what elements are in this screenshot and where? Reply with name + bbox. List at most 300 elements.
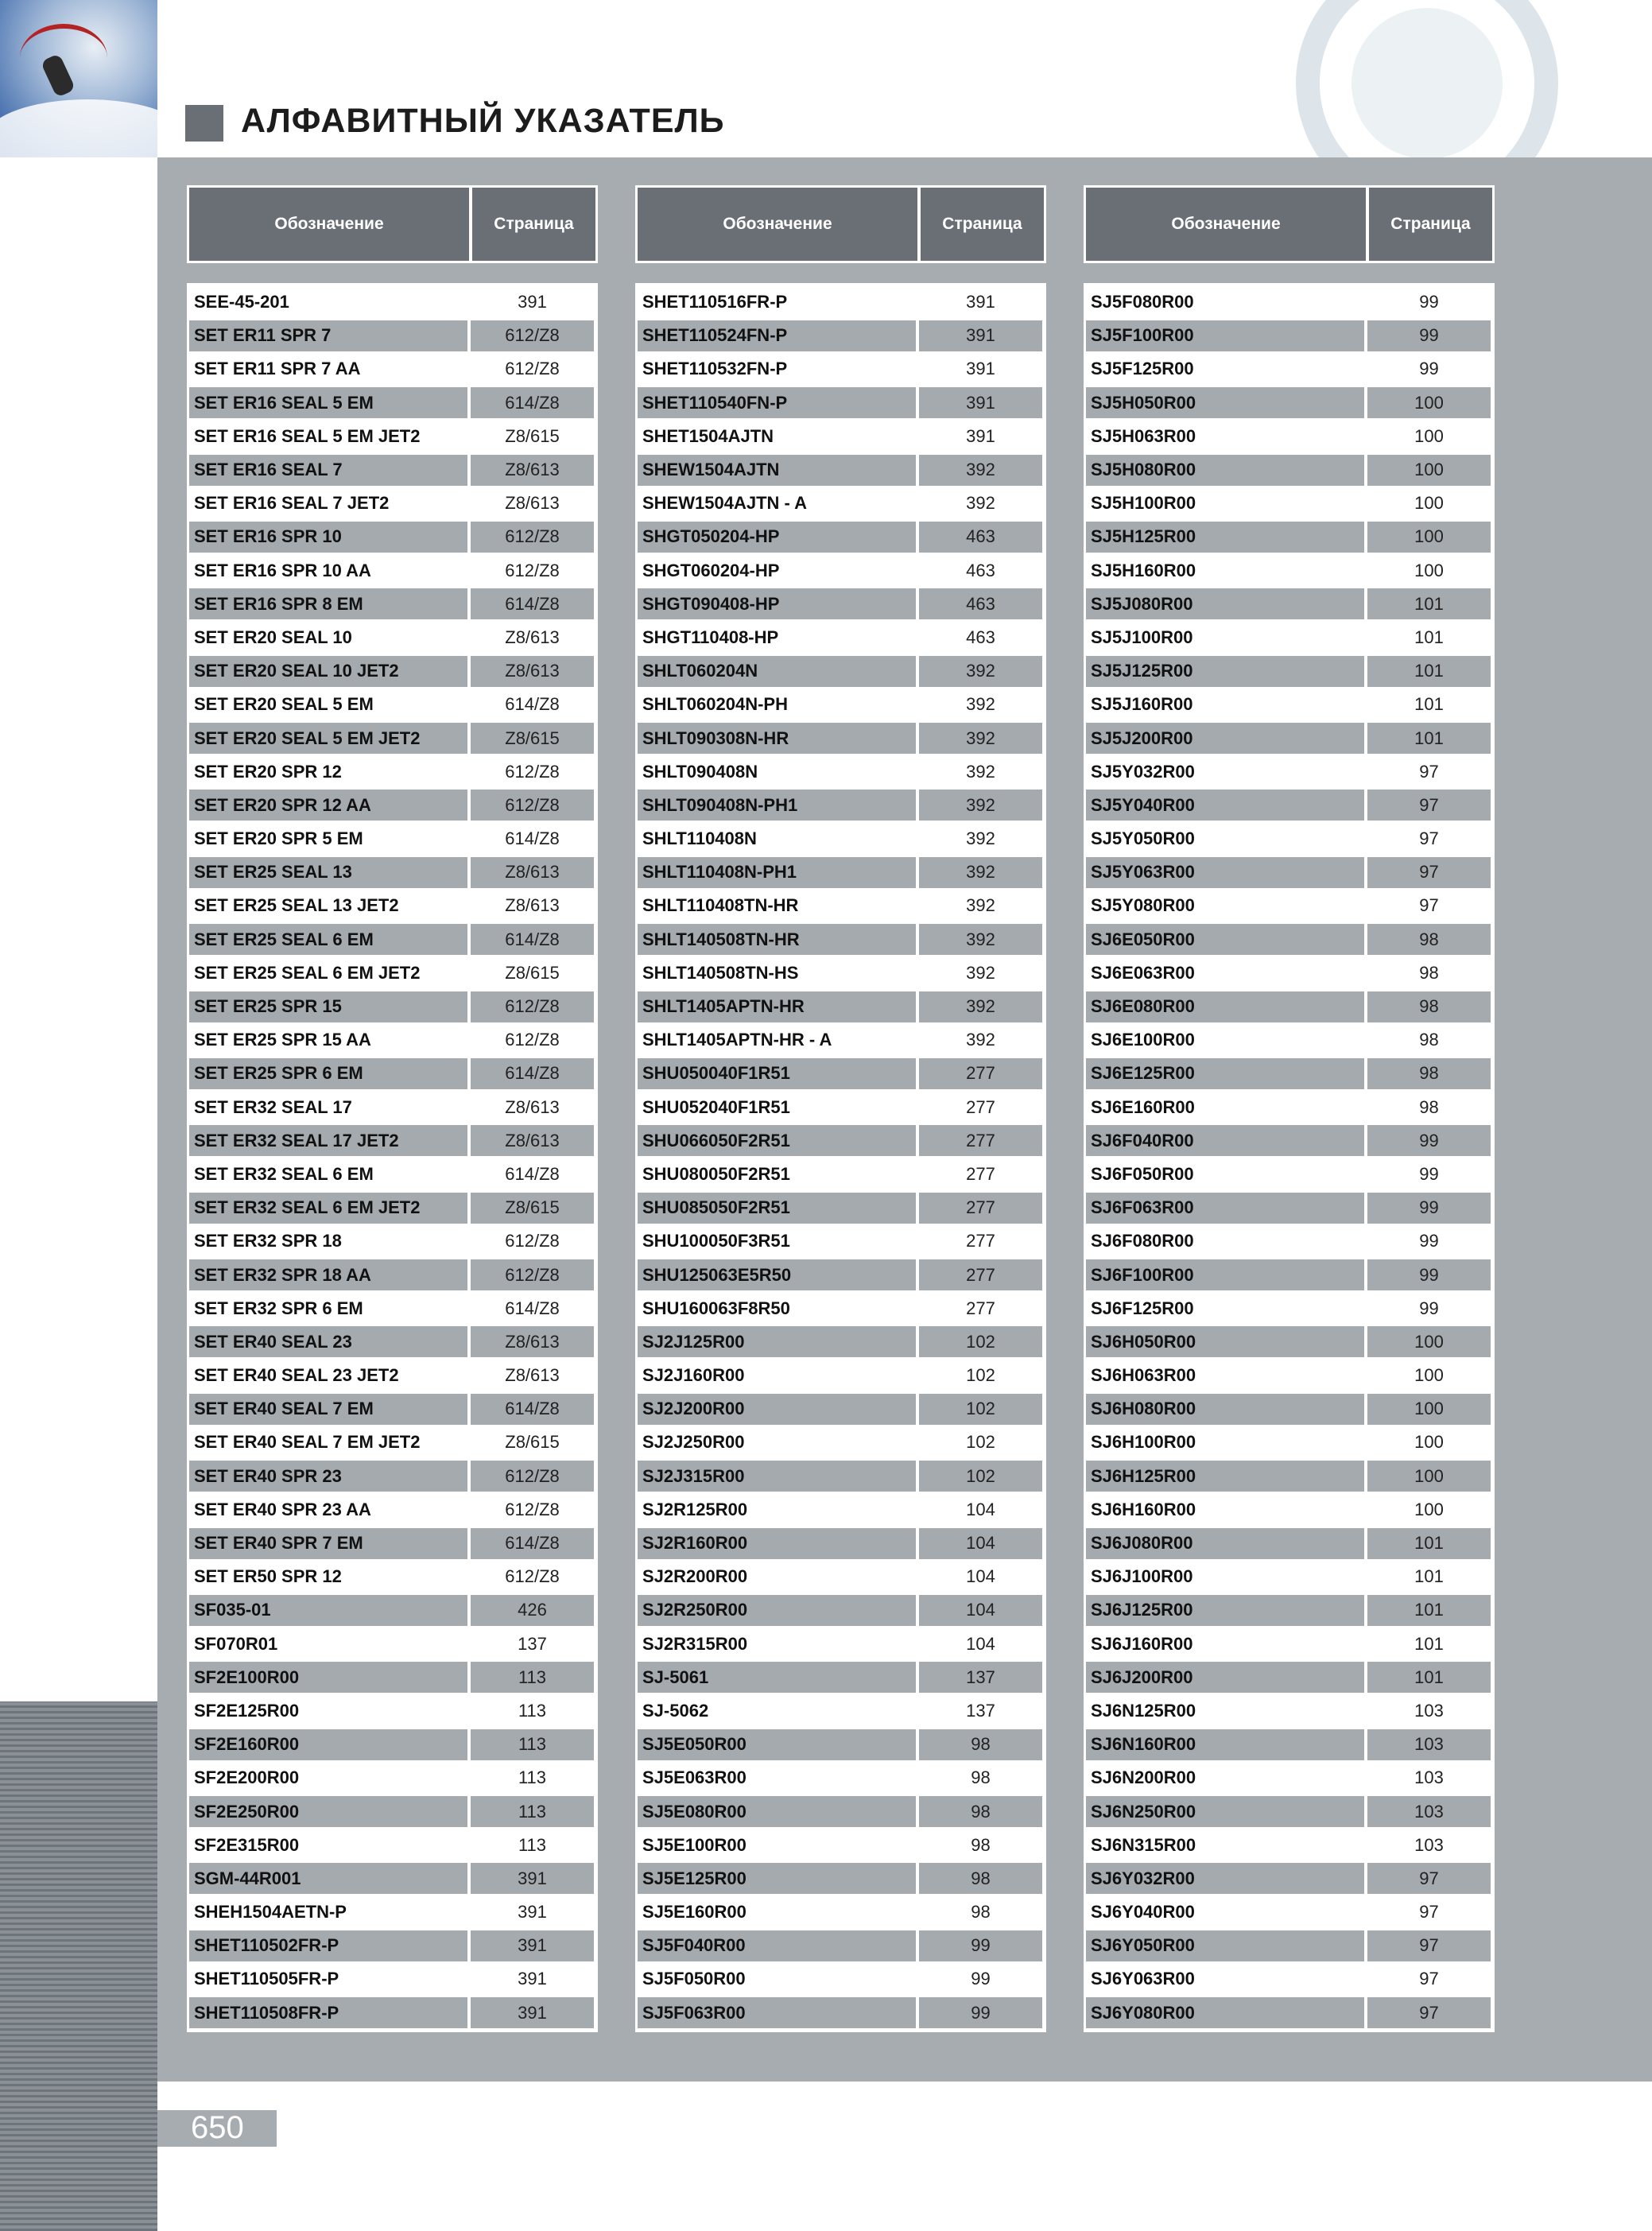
designation-cell: SJ5E063R00 <box>642 1767 747 1788</box>
page-number-box <box>175 2110 277 2147</box>
table-row <box>1084 1929 1495 1962</box>
page-cell: 104 <box>966 1566 995 1587</box>
table-row <box>635 420 1046 453</box>
designation-cell: SET ER50 SPR 12 <box>194 1566 342 1587</box>
table-row <box>187 822 598 856</box>
designation-cell: SJ5Y050R00 <box>1091 828 1195 849</box>
designation-cell: SJ6E050R00 <box>1086 924 1364 955</box>
designation-cell: SJ6E125R00 <box>1086 1058 1364 1089</box>
designation-cell: SHET110508FR-P <box>189 1997 467 2028</box>
designation-cell: SHLT110408N <box>642 828 757 849</box>
table-row <box>187 923 598 956</box>
table-row <box>1084 1527 1495 1560</box>
page-cell: 614/Z8 <box>471 1058 594 1089</box>
page-cell: 612/Z8 <box>471 1259 594 1290</box>
designation-cell: SET ER20 SEAL 10 <box>194 627 352 647</box>
page-cell: 277 <box>966 1096 995 1117</box>
designation-cell: SJ5H080R00 <box>1086 455 1364 486</box>
designation-cell: SJ6Y063R00 <box>1091 1969 1195 1989</box>
table-row <box>635 721 1046 755</box>
designation-cell: SJ2R250R00 <box>638 1595 916 1626</box>
page-cell: 392 <box>966 828 995 849</box>
designation-cell: SET ER16 SPR 8 EM <box>189 588 467 619</box>
table-row <box>635 1761 1046 1794</box>
designation-cell: SJ6H100R00 <box>1091 1432 1196 1453</box>
column-body <box>635 283 1046 2032</box>
designation-cell: SJ6F063R00 <box>1086 1193 1364 1224</box>
designation-cell: SJ2J250R00 <box>642 1432 745 1453</box>
designation-cell: SJ6Y032R00 <box>1086 1863 1364 1894</box>
table-row <box>187 420 598 453</box>
page-cell: 100 <box>1367 387 1491 418</box>
table-row <box>187 487 598 520</box>
table-row <box>635 1661 1046 1694</box>
table-row <box>635 789 1046 822</box>
page-cell: 98 <box>1419 1030 1439 1050</box>
page-cell: 277 <box>919 1193 1042 1224</box>
table-row <box>1084 654 1495 688</box>
table-row <box>187 1929 598 1962</box>
designation-cell: SHU085050F2R51 <box>638 1193 916 1224</box>
page-cell: 98 <box>971 1767 991 1788</box>
designation-cell: SHU052040F1R51 <box>642 1096 790 1117</box>
table-row <box>635 621 1046 654</box>
page-cell: 103 <box>1367 1796 1491 1827</box>
column-header <box>1084 185 1495 263</box>
table-row <box>1084 1258 1495 1291</box>
page-cell: 391 <box>518 1902 547 1923</box>
page-cell: Z8/615 <box>505 425 560 446</box>
table-row <box>1084 1661 1495 1694</box>
kitesurfer-photo <box>0 0 157 157</box>
table-row <box>635 285 1046 319</box>
page-cell: Z8/613 <box>505 895 560 916</box>
page-cell: 101 <box>1367 588 1491 619</box>
designation-cell: SJ5J100R00 <box>1091 627 1193 647</box>
page-cell: 463 <box>919 522 1042 553</box>
table-row <box>635 1962 1046 1996</box>
page-cell: 113 <box>471 1796 594 1827</box>
page-cell: 391 <box>518 292 547 312</box>
page-cell: 463 <box>919 588 1042 619</box>
table-row <box>187 1292 598 1325</box>
table-row <box>1084 822 1495 856</box>
table-row <box>1084 1224 1495 1258</box>
page-cell: 614/Z8 <box>471 924 594 955</box>
table-row <box>1084 789 1495 822</box>
page-cell: 99 <box>1419 1231 1439 1251</box>
designation-cell: SHEW1504AJTN <box>638 455 916 486</box>
table-row <box>1084 1493 1495 1527</box>
page-cell: 100 <box>1367 522 1491 553</box>
page-title: АЛФАВИТНЫЙ УКАЗАТЕЛЬ <box>241 102 725 140</box>
table-row <box>187 1628 598 1661</box>
column-header <box>187 185 598 263</box>
table-row <box>635 1426 1046 1459</box>
designation-cell: SJ2R125R00 <box>642 1499 748 1519</box>
designation-cell: SET ER40 SEAL 7 EM <box>189 1394 467 1425</box>
designation-cell: SF2E315R00 <box>194 1834 300 1855</box>
left-pattern-strip <box>0 1701 157 2231</box>
page-cell: 98 <box>1419 962 1439 983</box>
designation-cell: SJ5Y080R00 <box>1091 895 1195 916</box>
index-panel-right <box>1560 157 1652 2082</box>
designation-cell: SJ6F125R00 <box>1091 1298 1194 1318</box>
designation-cell: SHGT050204-HP <box>638 522 916 553</box>
page-cell: 97 <box>1419 1902 1439 1923</box>
designation-cell: SJ5H160R00 <box>1091 560 1196 580</box>
designation-cell: SET ER32 SEAL 17 <box>194 1096 352 1117</box>
table-row <box>187 856 598 889</box>
designation-cell: SHET1504AJTN <box>642 425 774 446</box>
page-cell: 100 <box>1367 1461 1491 1492</box>
table-row <box>1084 1593 1495 1627</box>
page-cell: 612/Z8 <box>505 1231 560 1251</box>
page-cell: 100 <box>1414 560 1444 580</box>
page-cell: Z8/613 <box>471 1326 594 1357</box>
table-row <box>635 856 1046 889</box>
table-row <box>187 1124 598 1158</box>
designation-cell: SET ER25 SEAL 6 EM <box>189 924 467 955</box>
table-row <box>187 1895 598 1929</box>
page-cell: 113 <box>518 1700 547 1721</box>
table-row <box>187 990 598 1023</box>
page-cell: 113 <box>518 1767 547 1788</box>
designation-cell: SET ER20 SEAL 5 EM JET2 <box>189 723 467 754</box>
table-row <box>635 923 1046 956</box>
page-cell: 612/Z8 <box>471 1461 594 1492</box>
page-cell: 98 <box>919 1796 1042 1827</box>
page-cell: 392 <box>919 857 1042 888</box>
page-cell: 612/Z8 <box>471 320 594 351</box>
table-row <box>1084 721 1495 755</box>
page-cell: 392 <box>966 962 995 983</box>
page-cell: 614/Z8 <box>471 387 594 418</box>
header-designation: Обозначение <box>638 188 917 261</box>
table-row <box>187 1158 598 1191</box>
column-header <box>635 185 1046 263</box>
page-cell: 101 <box>1414 1566 1444 1587</box>
table-row <box>187 1224 598 1258</box>
table-row <box>187 1392 598 1426</box>
page-cell: 99 <box>1367 320 1491 351</box>
designation-cell: SHU050040F1R51 <box>638 1058 916 1089</box>
designation-cell: SJ6E080R00 <box>1086 991 1364 1022</box>
table-row <box>635 487 1046 520</box>
designation-cell: SJ6J125R00 <box>1086 1595 1364 1626</box>
designation-cell: SJ2J160R00 <box>642 1365 745 1386</box>
page-cell: 137 <box>518 1633 547 1654</box>
table-row <box>635 1325 1046 1359</box>
page-cell: 100 <box>1414 1499 1444 1519</box>
designation-cell: SJ5J125R00 <box>1086 656 1364 687</box>
page-cell: 102 <box>966 1365 995 1386</box>
table-row <box>635 1191 1046 1224</box>
table-row <box>1084 453 1495 487</box>
page-cell: 614/Z8 <box>505 1298 560 1318</box>
page-cell: 99 <box>1367 1125 1491 1156</box>
page-cell: 612/Z8 <box>471 790 594 821</box>
page-cell: 103 <box>1414 1834 1444 1855</box>
page-cell: 113 <box>471 1662 594 1693</box>
page-cell: 101 <box>1367 723 1491 754</box>
designation-cell: SJ6E160R00 <box>1091 1096 1195 1117</box>
page-cell: 614/Z8 <box>505 694 560 715</box>
designation-cell: SHLT060204N-PH <box>642 694 788 715</box>
designation-cell: SJ6H050R00 <box>1086 1326 1364 1357</box>
page-cell: 391 <box>471 1863 594 1894</box>
table-row <box>1084 621 1495 654</box>
table-row <box>1084 1996 1495 2030</box>
table-row <box>1084 1124 1495 1158</box>
table-row <box>1084 1426 1495 1459</box>
designation-cell: SET ER11 SPR 7 AA <box>194 359 361 379</box>
table-row <box>1084 1560 1495 1593</box>
table-row <box>635 1493 1046 1527</box>
designation-cell: SET ER40 SEAL 23 <box>189 1326 467 1357</box>
table-row <box>187 721 598 755</box>
page-cell: 612/Z8 <box>471 522 594 553</box>
designation-cell: SF2E200R00 <box>194 1767 300 1788</box>
page-cell: 97 <box>1419 1969 1439 1989</box>
page-cell: 391 <box>471 1997 594 2028</box>
page-cell: 99 <box>1419 1163 1439 1184</box>
table-row <box>635 1359 1046 1392</box>
designation-cell: SJ5H050R00 <box>1086 387 1364 418</box>
designation-cell: SJ6Y050R00 <box>1086 1930 1364 1961</box>
page-cell: 99 <box>1419 359 1439 379</box>
page-cell: 103 <box>1367 1729 1491 1760</box>
table-row <box>635 1694 1046 1728</box>
table-row <box>1084 1460 1495 1493</box>
designation-cell: SJ5F040R00 <box>638 1930 916 1961</box>
designation-cell: SHU080050F2R51 <box>642 1163 790 1184</box>
table-row <box>1084 285 1495 319</box>
page-cell: 612/Z8 <box>505 560 560 580</box>
designation-cell: SET ER40 SEAL 23 JET2 <box>194 1365 399 1386</box>
designation-cell: SET ER40 SPR 23 <box>189 1461 467 1492</box>
page-cell: 391 <box>471 1930 594 1961</box>
title-square-icon <box>185 105 223 142</box>
designation-cell: SHLT090408N <box>642 761 758 782</box>
designation-cell: SJ6H125R00 <box>1086 1461 1364 1492</box>
page-cell: 614/Z8 <box>471 1394 594 1425</box>
page-cell: 612/Z8 <box>505 1566 560 1587</box>
designation-cell: SJ5F063R00 <box>638 1997 916 2028</box>
page-cell: 99 <box>919 1997 1042 2028</box>
table-row <box>635 1057 1046 1090</box>
designation-cell: SJ6F050R00 <box>1091 1163 1194 1184</box>
header-page: Страница <box>1369 188 1492 261</box>
designation-cell: SJ5H063R00 <box>1091 425 1196 446</box>
page-cell: Z8/613 <box>471 656 594 687</box>
table-row <box>635 755 1046 789</box>
page-cell: 100 <box>1414 1432 1444 1453</box>
designation-cell: SJ5H100R00 <box>1091 493 1196 514</box>
page-cell: 97 <box>1367 857 1491 888</box>
table-row <box>187 1996 598 2030</box>
designation-cell: SET ER20 SPR 5 EM <box>194 828 363 849</box>
designation-cell: SJ2J200R00 <box>638 1394 916 1425</box>
designation-cell: SJ6N200R00 <box>1091 1767 1196 1788</box>
page-cell: 614/Z8 <box>471 1528 594 1559</box>
table-row <box>1084 990 1495 1023</box>
page-cell: 113 <box>518 1834 547 1855</box>
designation-cell: SET ER40 SPR 23 AA <box>194 1499 371 1519</box>
designation-cell: SJ5E125R00 <box>638 1863 916 1894</box>
page-cell: 392 <box>919 723 1042 754</box>
table-row <box>1084 1292 1495 1325</box>
page-cell: 100 <box>1367 455 1491 486</box>
page-cell: 392 <box>966 694 995 715</box>
designation-cell: SHET110516FR-P <box>642 292 788 312</box>
designation-cell: SET ER40 SPR 7 EM <box>189 1528 467 1559</box>
designation-cell: SJ6J080R00 <box>1086 1528 1364 1559</box>
designation-cell: SJ6Y040R00 <box>1091 1902 1195 1923</box>
designation-cell: SJ6H080R00 <box>1086 1394 1364 1425</box>
page-cell: 102 <box>919 1326 1042 1357</box>
designation-cell: SJ-5061 <box>638 1662 916 1693</box>
designation-cell: SHET110532FN-P <box>642 359 788 379</box>
page-cell: Z8/613 <box>505 627 560 647</box>
table-row <box>635 588 1046 621</box>
page-cell: 104 <box>966 1499 995 1519</box>
designation-cell: SHEW1504AJTN - A <box>642 493 808 514</box>
page-cell: 104 <box>919 1595 1042 1626</box>
designation-cell: SHLT060204N <box>638 656 916 687</box>
table-row <box>635 889 1046 922</box>
table-row <box>1084 755 1495 789</box>
table-row <box>187 1694 598 1728</box>
page-cell: 102 <box>919 1461 1042 1492</box>
designation-cell: SJ5F100R00 <box>1086 320 1364 351</box>
table-row <box>635 1258 1046 1291</box>
table-row <box>1084 1829 1495 1862</box>
table-row <box>187 1862 598 1895</box>
table-row <box>635 520 1046 553</box>
table-row <box>1084 520 1495 553</box>
page-cell: 612/Z8 <box>505 1030 560 1050</box>
designation-cell: SET ER40 SEAL 7 EM JET2 <box>194 1432 421 1453</box>
page-cell: 98 <box>919 1863 1042 1894</box>
page-cell: Z8/615 <box>505 962 560 983</box>
table-row <box>1084 1191 1495 1224</box>
page-cell: 277 <box>919 1259 1042 1290</box>
table-row <box>1084 1962 1495 1996</box>
designation-cell: SET ER11 SPR 7 <box>189 320 467 351</box>
page-cell: 103 <box>1414 1700 1444 1721</box>
table-row <box>635 1224 1046 1258</box>
designation-cell: SJ5F125R00 <box>1091 359 1194 379</box>
designation-cell: SET ER25 SPR 15 AA <box>194 1030 371 1050</box>
table-row <box>187 688 598 721</box>
designation-cell: SGM-44R001 <box>189 1863 467 1894</box>
page-cell: 277 <box>919 1125 1042 1156</box>
table-row <box>635 1728 1046 1761</box>
designation-cell: SJ5Y063R00 <box>1086 857 1364 888</box>
designation-cell: SJ6N125R00 <box>1091 1700 1196 1721</box>
page-cell: 391 <box>966 425 995 446</box>
page-cell: 99 <box>1419 292 1439 312</box>
designation-cell: SJ6J160R00 <box>1091 1633 1193 1654</box>
table-row <box>187 1829 598 1862</box>
page-cell: 426 <box>471 1595 594 1626</box>
table-row <box>187 1426 598 1459</box>
designation-cell: SJ6N250R00 <box>1086 1796 1364 1827</box>
table-row <box>187 1325 598 1359</box>
header-designation: Обозначение <box>1086 188 1366 261</box>
table-row <box>187 956 598 990</box>
designation-cell: SJ2J125R00 <box>638 1326 916 1357</box>
table-row <box>635 453 1046 487</box>
page-cell: 97 <box>1367 790 1491 821</box>
table-row <box>1084 1359 1495 1392</box>
table-row <box>635 1023 1046 1057</box>
table-row <box>187 319 598 352</box>
column-body <box>187 283 598 2032</box>
designation-cell: SET ER20 SPR 12 AA <box>189 790 467 821</box>
page-cell: 98 <box>1367 924 1491 955</box>
table-row <box>187 453 598 487</box>
page-cell: 101 <box>1414 1633 1444 1654</box>
table-row <box>187 1493 598 1527</box>
designation-cell: SET ER32 SPR 18 AA <box>189 1259 467 1290</box>
designation-cell: SJ5H125R00 <box>1086 522 1364 553</box>
table-row <box>1084 352 1495 386</box>
designation-cell: SET ER32 SEAL 6 EM <box>194 1163 374 1184</box>
table-row <box>1084 688 1495 721</box>
page-cell: 612/Z8 <box>505 761 560 782</box>
designation-cell: SJ5E080R00 <box>638 1796 916 1827</box>
designation-cell: SHLT110408TN-HR <box>642 895 799 916</box>
designation-cell: SJ6F080R00 <box>1091 1231 1194 1251</box>
page-cell: 100 <box>1414 1365 1444 1386</box>
table-row <box>635 1124 1046 1158</box>
table-row <box>1084 420 1495 453</box>
table-row <box>187 520 598 553</box>
table-row <box>635 554 1046 588</box>
page-number-band <box>157 2110 175 2147</box>
header-designation: Обозначение <box>189 188 469 261</box>
designation-cell: SJ6H063R00 <box>1091 1365 1196 1386</box>
designation-cell: SHLT1405APTN-HR - A <box>642 1030 832 1050</box>
designation-cell: SET ER16 SPR 10 <box>189 522 467 553</box>
table-row <box>1084 1728 1495 1761</box>
table-row <box>635 1829 1046 1862</box>
page-cell: 97 <box>1419 828 1439 849</box>
table-row <box>635 990 1046 1023</box>
table-row <box>1084 1392 1495 1426</box>
table-row <box>635 1392 1046 1426</box>
page-cell: 113 <box>471 1729 594 1760</box>
table-row <box>187 285 598 319</box>
table-row <box>635 1158 1046 1191</box>
designation-cell: SJ5E100R00 <box>642 1834 747 1855</box>
table-row <box>1084 923 1495 956</box>
page-cell: 392 <box>966 493 995 514</box>
page-cell: Z8/613 <box>471 1125 594 1156</box>
designation-cell: SJ2R315R00 <box>642 1633 748 1654</box>
page-cell: 137 <box>966 1700 995 1721</box>
designation-cell: SJ6H160R00 <box>1091 1499 1196 1519</box>
page-cell: 101 <box>1367 1595 1491 1626</box>
page-cell: Z8/613 <box>471 455 594 486</box>
page-cell: Z8/613 <box>505 1096 560 1117</box>
table-row <box>1084 1057 1495 1090</box>
designation-cell: SET ER25 SEAL 13 <box>189 857 467 888</box>
table-row <box>1084 588 1495 621</box>
table-row <box>1084 956 1495 990</box>
